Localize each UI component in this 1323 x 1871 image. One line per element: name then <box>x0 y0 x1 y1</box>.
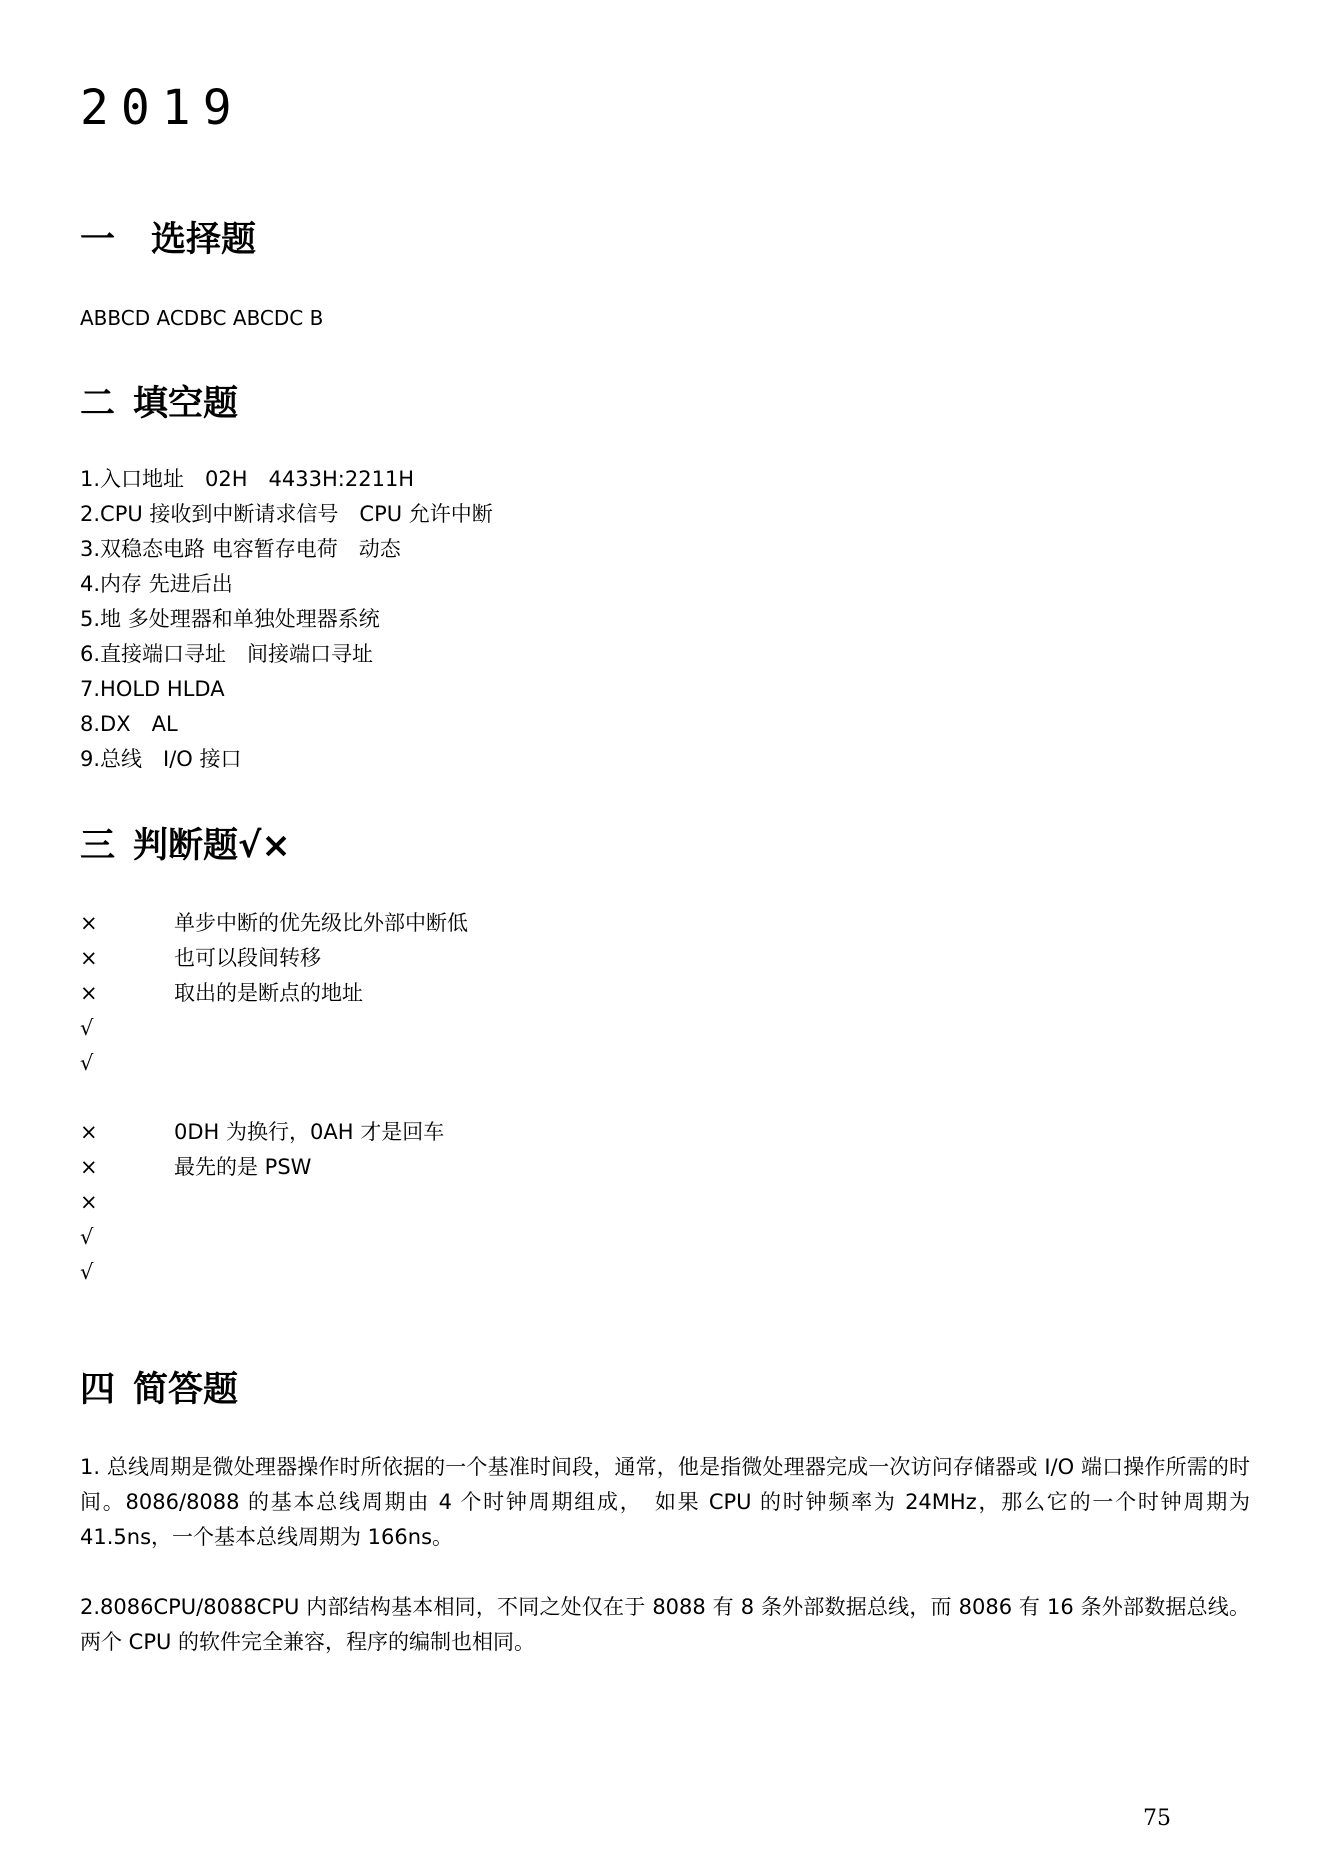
list-item: 4.内存 先进后出 <box>80 572 233 596</box>
list-item <box>80 1255 444 1290</box>
list-item <box>80 1011 468 1046</box>
tf-note: 0DH 为换行，0AH 才是回车 <box>174 1120 445 1144</box>
list-item: 2.CPU 接收到中断请求信号 CPU 允许中断 <box>80 502 493 526</box>
list-item <box>80 906 468 941</box>
section-number: 一 <box>80 220 116 260</box>
choice-answers: ABBCD ACDBC ABCDC B <box>80 306 324 330</box>
list-item: 1.入口地址 02H 4433H:2211H <box>80 467 415 491</box>
list-item <box>80 1150 444 1185</box>
section-title: 选择题 <box>151 220 257 260</box>
section-title: 判断题√× <box>133 826 291 866</box>
page-number: 75 <box>1143 1806 1171 1831</box>
section-heading-true-false <box>80 818 291 868</box>
tf-mark: √ <box>80 1016 94 1040</box>
list-item: 6.直接端口寻址 间接端口寻址 <box>80 642 374 666</box>
tf-note: 单步中断的优先级比外部中断低 <box>174 911 468 935</box>
list-item <box>80 1115 444 1150</box>
list-item: 3.双稳态电路 电容暂存电荷 动态 <box>80 537 401 561</box>
tf-note: 最先的是 PSW <box>174 1155 312 1179</box>
section-number: 三 <box>80 826 116 866</box>
true-false-list-b <box>80 1115 444 1290</box>
answer-paragraph-1: 1. 总线周期是微处理器操作时所依据的一个基准时间段，通常，他是指微处理器完成一次访问存储器或 I/O 端口操作所需的时间。8086/8088 的基本总线周期由 4 个时钟周期组成， 如果 CPU 的时钟频率为 24MHz，那么它的一个时钟周期为 41.5ns，一个基本总线周期为 166ns。 <box>80 1455 1250 1549</box>
tf-mark: √ <box>80 1260 94 1284</box>
list-item: 8.DX AL <box>80 712 178 736</box>
list-item: 5.地 多处理器和单独处理器系统 <box>80 607 380 631</box>
tf-mark: × <box>80 1190 98 1214</box>
list-item <box>80 976 468 1011</box>
section-number: 四 <box>80 1370 116 1410</box>
tf-mark: × <box>80 946 98 970</box>
tf-mark: × <box>80 981 98 1005</box>
section-heading-short-answer <box>80 1362 238 1412</box>
section-heading-fill-blank <box>80 376 238 426</box>
list-item <box>80 1185 444 1220</box>
tf-mark: √ <box>80 1225 94 1249</box>
tf-mark: √ <box>80 1051 94 1075</box>
tf-note: 也可以段间转移 <box>174 946 321 970</box>
section-title: 简答题 <box>133 1370 239 1410</box>
tf-mark: × <box>80 1120 98 1144</box>
list-item <box>80 1220 444 1255</box>
list-item <box>80 1046 468 1081</box>
list-item <box>80 941 468 976</box>
section-heading-choice <box>80 212 256 262</box>
list-item: 7.HOLD HLDA <box>80 677 225 701</box>
answer-paragraph-2: 2.8086CPU/8088CPU 内部结构基本相同，不同之处仅在于 8088 有 8 条外部数据总线，而 8086 有 16 条外部数据总线。两个 CPU 的软件完全兼容，程序的编制也相同。 <box>80 1595 1250 1654</box>
section-title: 填空题 <box>133 384 239 424</box>
list-item: 9.总线 I/O 接口 <box>80 747 242 771</box>
fill-blank-list <box>80 462 493 777</box>
true-false-list-a <box>80 906 468 1081</box>
tf-mark: × <box>80 1155 98 1179</box>
section-number: 二 <box>80 384 116 424</box>
tf-note: 取出的是断点的地址 <box>174 981 363 1005</box>
year-title: 2019 <box>80 80 244 136</box>
tf-mark: × <box>80 911 98 935</box>
